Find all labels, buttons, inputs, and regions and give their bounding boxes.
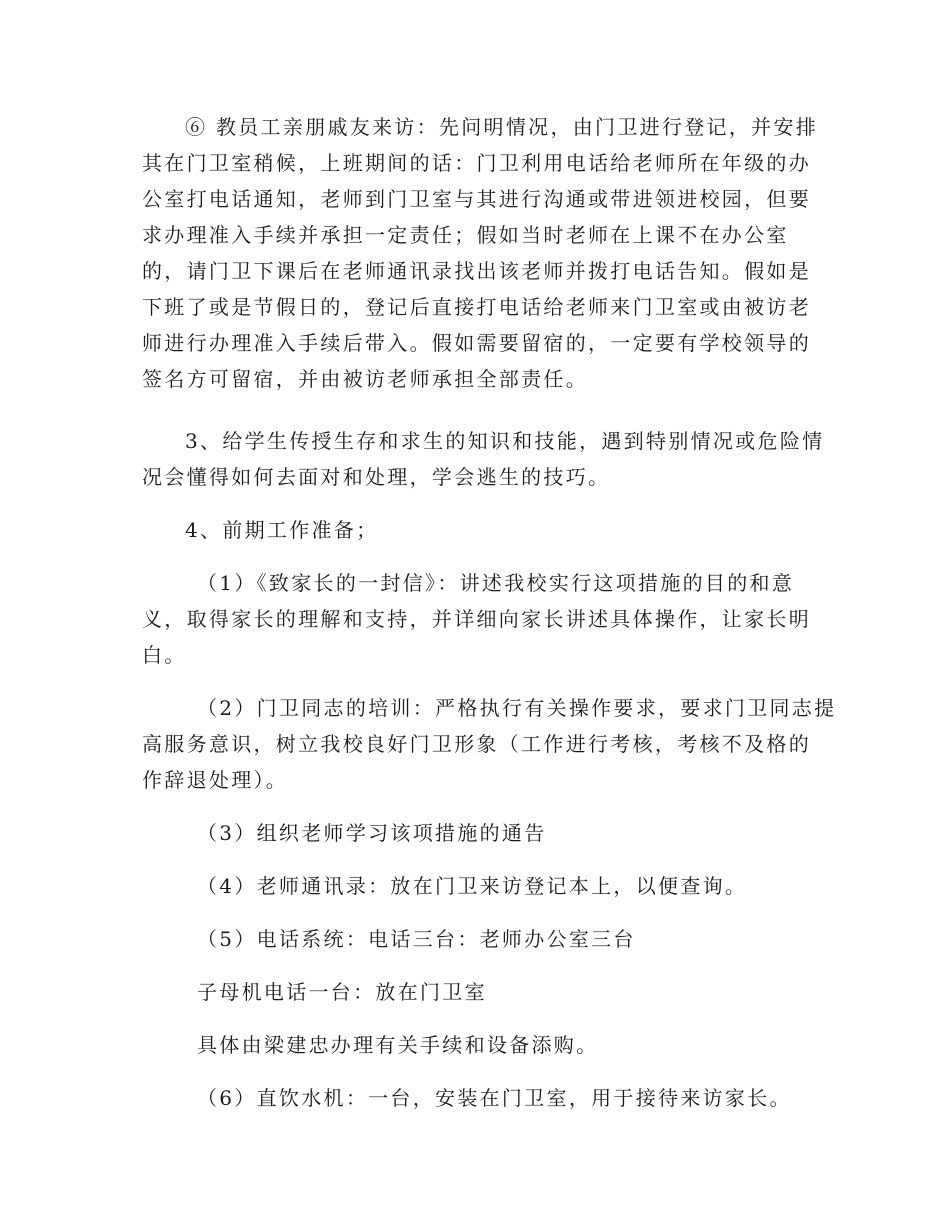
paragraph-line: 况会懂得如何去面对和处理，学会逃生的技巧。 xyxy=(142,465,611,489)
list-item: （6）直饮水机：一台，安装在门卫室，用于接待来访家长。 xyxy=(197,1086,792,1110)
paragraph-line: 作辞退处理）。 xyxy=(142,768,289,792)
section-heading: 4、前期工作准备； xyxy=(185,518,379,542)
paragraph-line: 3、给学生传授生存和求生的知识和技能，遇到特别情况或危险情 xyxy=(185,429,825,453)
list-item: （5）电话系统：电话三台：老师办公室三台 xyxy=(197,927,636,951)
paragraph-line: 师进行办理准入手续后带入。假如需要留宿的，一定要有学校领导的 xyxy=(142,331,811,355)
paragraph-line: 义，取得家长的理解和支持，并详细向家长讲述具体操作，让家长明 xyxy=(142,607,811,631)
paragraph-line: 高服务意识，树立我校良好门卫形象（工作进行考核，考核不及格的 xyxy=(142,732,811,756)
list-item: （3）组织老师学习该项措施的通告 xyxy=(197,821,547,845)
paragraph-line: ⑥ 教员工亲朋戚友来访：先问明情况，由门卫进行登记，并安排 xyxy=(185,115,819,139)
paragraph-line: 求办理准入手续并承担一定责任；假如当时老师在上课不在办公室 xyxy=(142,223,789,247)
paragraph-line: 下班了或是节假日的，登记后直接打电话给老师来门卫室或由被访老 xyxy=(142,295,811,319)
paragraph-line: 签名方可留宿，并由被访老师承担全部责任。 xyxy=(142,367,588,391)
list-item: （4）老师通讯录：放在门卫来访登记本上，以便查询。 xyxy=(197,874,748,898)
list-item: 具体由梁建忠办理有关手续和设备添购。 xyxy=(197,1033,599,1057)
paragraph-line: （2）门卫同志的培训：严格执行有关操作要求，要求门卫同志提 xyxy=(197,696,837,720)
paragraph-line: 的，请门卫下课后在老师通讯录找出该老师并拨打电话告知。假如是 xyxy=(142,259,811,283)
paragraph-line: （1）《致家长的一封信》：讲述我校实行这项措施的目的和意 xyxy=(197,571,795,595)
paragraph-line: 白。 xyxy=(142,643,187,667)
paragraph-line: 公室打电话通知，老师到门卫室与其进行沟通或带进领进校园，但要 xyxy=(142,187,811,211)
list-item: 子母机电话一台：放在门卫室 xyxy=(197,980,487,1004)
paragraph-line: 其在门卫室稍候，上班期间的话：门卫利用电话给老师所在年级的办 xyxy=(142,151,811,175)
